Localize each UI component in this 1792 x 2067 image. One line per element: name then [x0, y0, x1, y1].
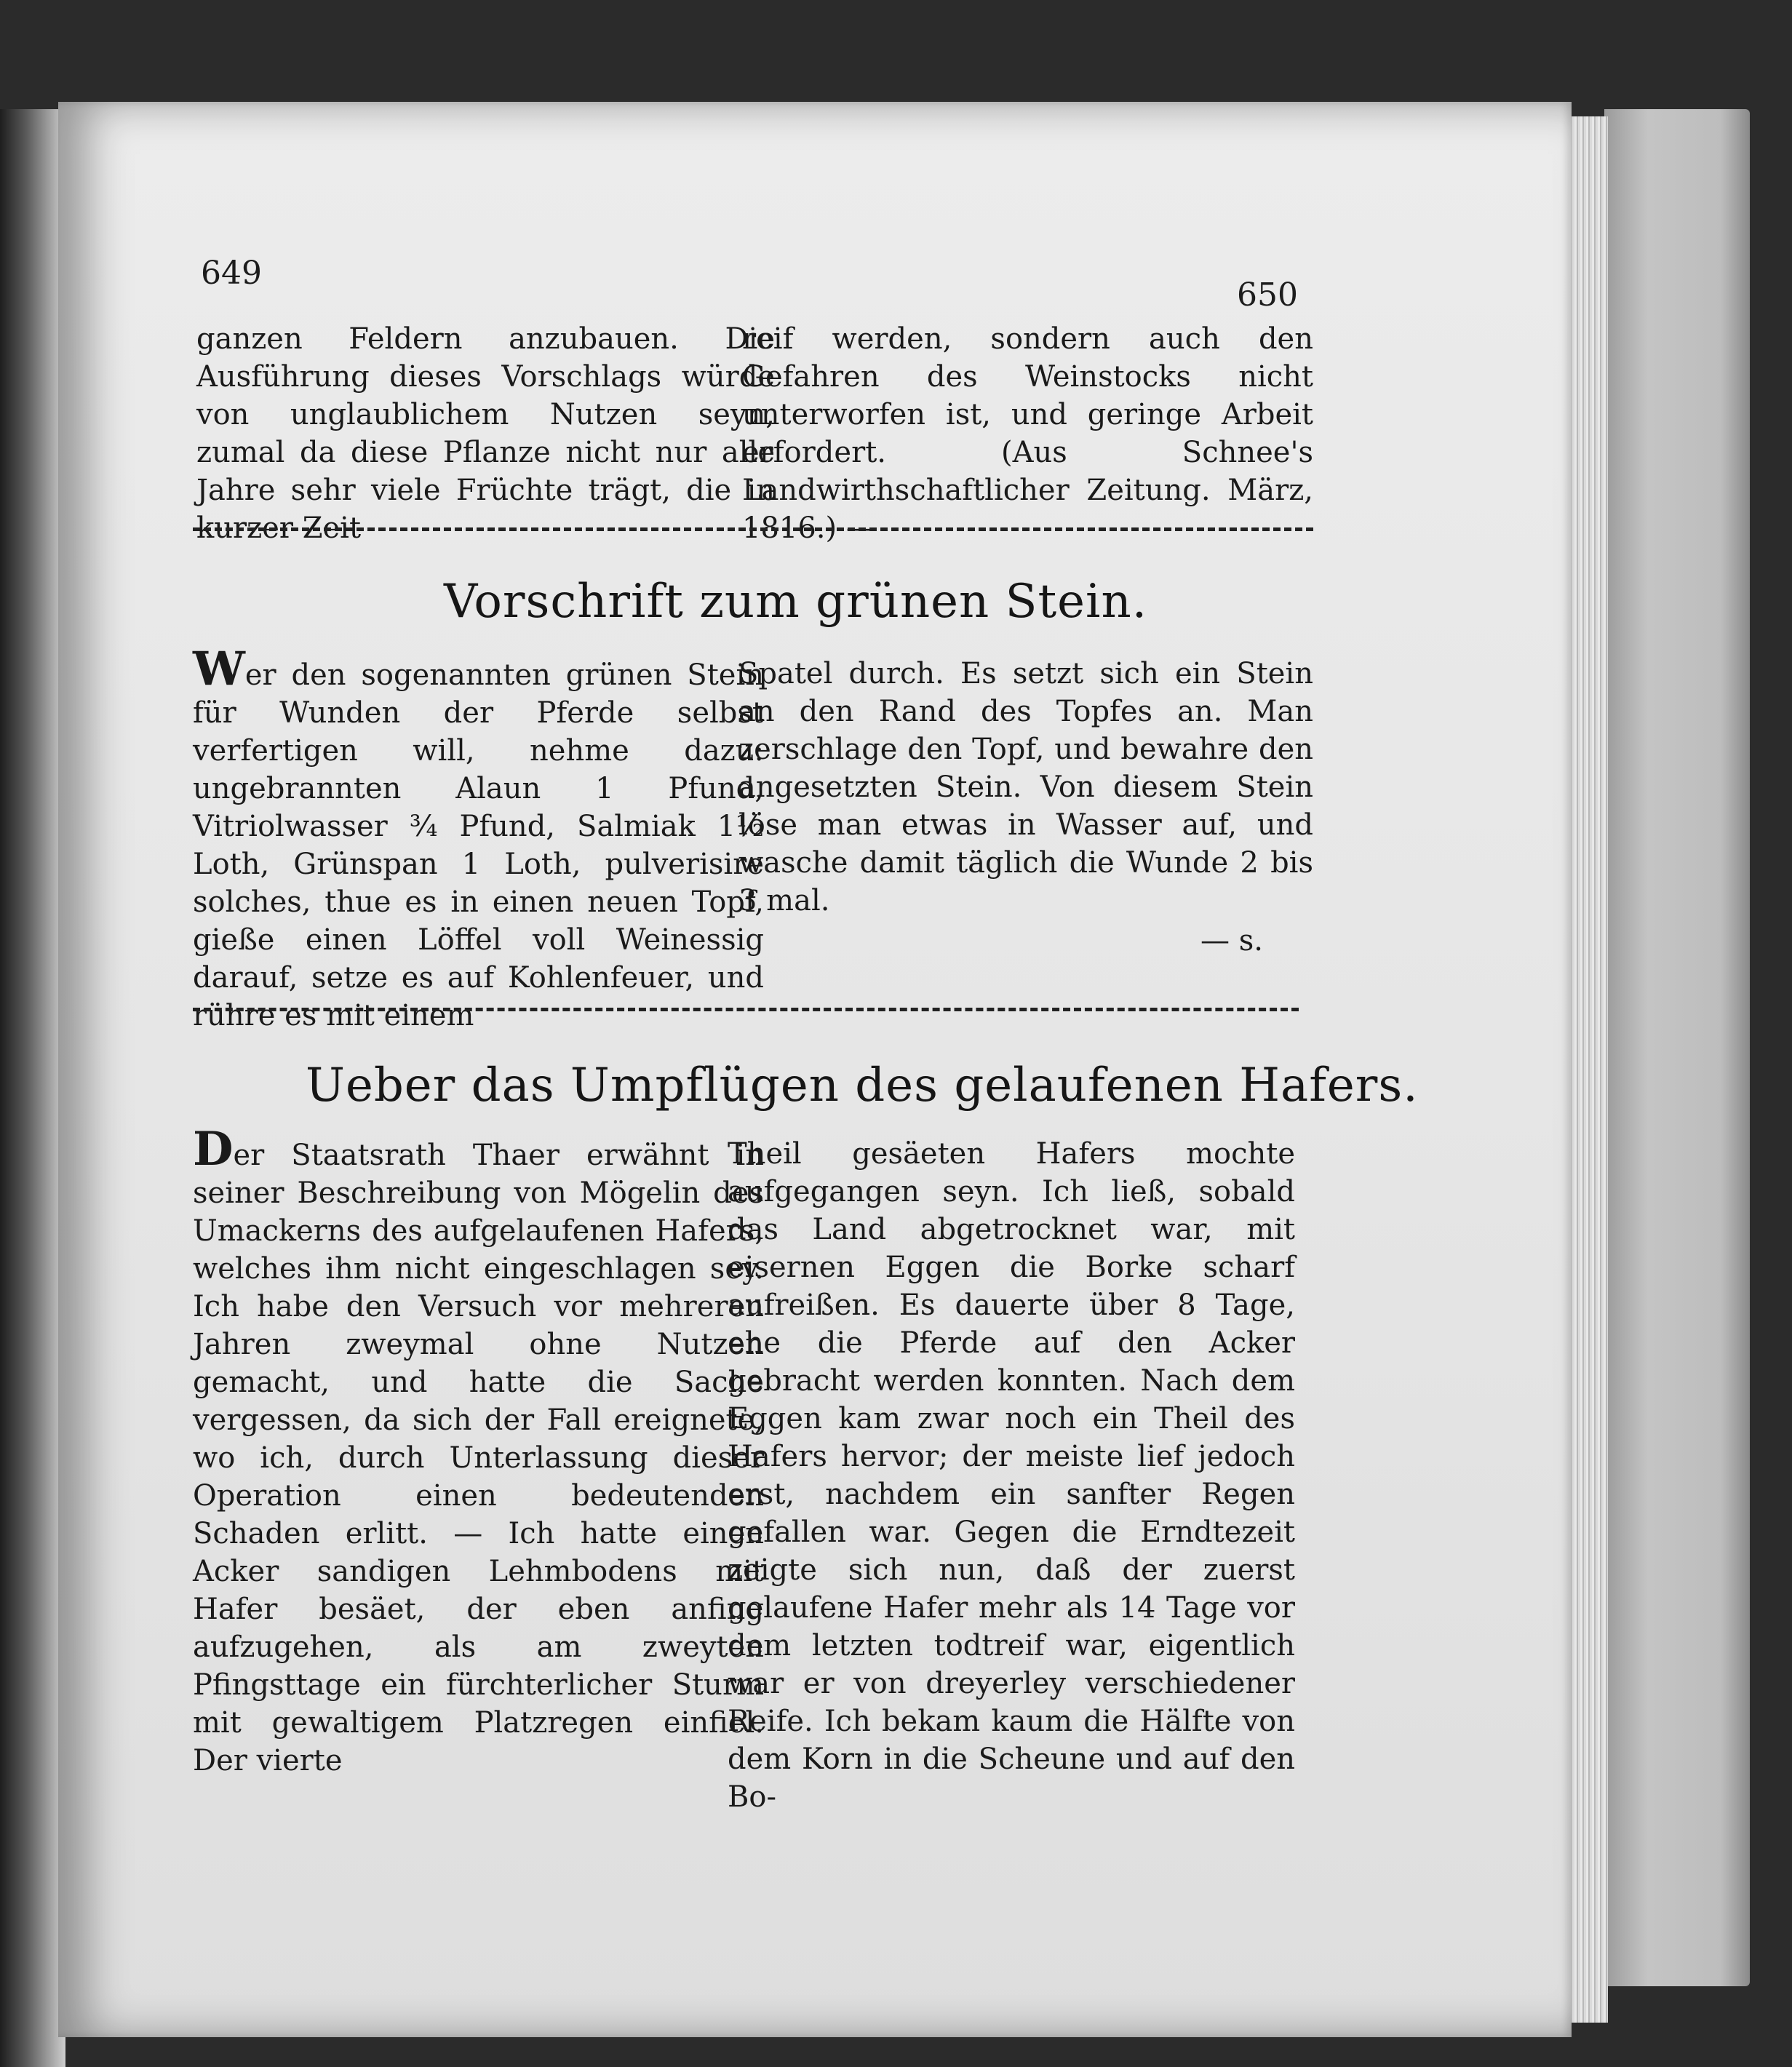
continuation-column-right — [742, 320, 1313, 547]
article1-text-left — [193, 642, 764, 1035]
article1-text-left-body: er den sogenannten grünen Stein für Wunden der Pferde selbst verfertigen will, nehme dazu: ungebrannten Alaun 1 Pfund, Vitriolwasser ¾ Pfund, Salmiak 1½ Loth, Grünspan 1 Loth, pulverisire solches, thue es in einen neuen Topf, gieße einen Löffel voll Weinessig darauf, setze es auf Kohlenfeuer, und rühre es mit einem — [193, 658, 764, 1032]
book-cover-edge — [1604, 109, 1750, 1986]
article2-column-left — [193, 1122, 764, 1780]
article1-text-right: Spatel durch. Es setzt sich ein Stein an den Rand des Topfes an. Man zerschlage den Topf, und bewahre den angesetzten Stein. Von diesem Stein löse man etwas in Wasser auf, und wasche damit täglich die Wunde 2 bis 3 mal. — [738, 657, 1313, 917]
book-page — [58, 102, 1572, 2037]
article-title-oat-ploughing: Ueber das Umpflügen des gelaufenen Hafers. — [306, 1059, 1419, 1112]
article1-signature: — s. — [1200, 924, 1263, 957]
section-divider — [193, 1008, 1299, 1011]
article2-text-left-body: er Staatsrath Thaer erwähnt in seiner Beschreibung von Mögelin des Umackerns des aufgelaufenen Hafers, welches ihm nicht eingeschlagen sey. Ich habe den Versuch vor mehreren Jahren zweymal ohne Nutzen gemacht, und hatte die Sache vergessen, da sich der Fall ereignete, wo ich, durch Unterlassung dieser Operation einen bedeutenden Schaden erlitt. — Ich hatte einen Acker sandigen Lehmbodens mit Hafer besäet, der eben anfing aufzugehen, als am zweyten Pfingsttage ein fürchterlicher Sturm mit gewaltigem Platzregen einfiel. Der vierte — [193, 1139, 764, 1777]
article-title-green-stone: Vorschrift zum grünen Stein. — [444, 575, 1148, 629]
article2-text-right: Theil gesäeten Hafers mochte aufgegangen seyn. Ich ließ, sobald das Land abgetrocknet war, mit eisernen Eggen die Borke scharf aufreißen. Es dauerte über 8 Tage, ehe die Pferde auf den Acker gebracht werden konnten. Nach dem Eggen kam zwar noch ein Theil des Hafers hervor; der meiste lief jedoch erst, nachdem ein sanfter Regen gefallen war. Gegen die Erndtezeit zeigte sich nun, daß der zuerst gelaufene Hafer mehr als 14 Tage vor dem letzten todtreif war, eigentlich war er von dreyerley verschiedener Reife. Ich bekam kaum die Hälfte von dem Korn in die Scheune und auf den Bo- — [728, 1137, 1295, 1814]
article1-column-right — [738, 655, 1313, 920]
book-gutter-shadow — [0, 109, 65, 2067]
dropcap: D — [193, 1122, 234, 1176]
continuation-column-left — [196, 320, 775, 547]
article2-text-left — [193, 1122, 764, 1780]
page-number-left: 649 — [201, 255, 262, 292]
continuation-text-right: reif werden, sondern auch den Gefahren des Weinstocks nicht unterworfen ist, und geringe Arbeit erfordert. (Aus Schnee's Landwirthschaftlicher Zeitung. März, 1816.) — — [742, 322, 1313, 545]
dropcap: W — [193, 642, 245, 696]
continuation-text-left: ganzen Feldern anzubauen. Die Ausführung dieses Vorschlags würde von unglaublichem Nutzen seyn, zumal da diese Pflanze nicht nur alle Jahre sehr viele Früchte trägt, die in kurzer Zeit — [196, 322, 775, 545]
article1-column-left — [193, 642, 764, 1035]
section-divider — [193, 527, 1313, 531]
article2-column-right — [728, 1135, 1295, 1816]
page-number-right: 650 — [1237, 276, 1298, 314]
